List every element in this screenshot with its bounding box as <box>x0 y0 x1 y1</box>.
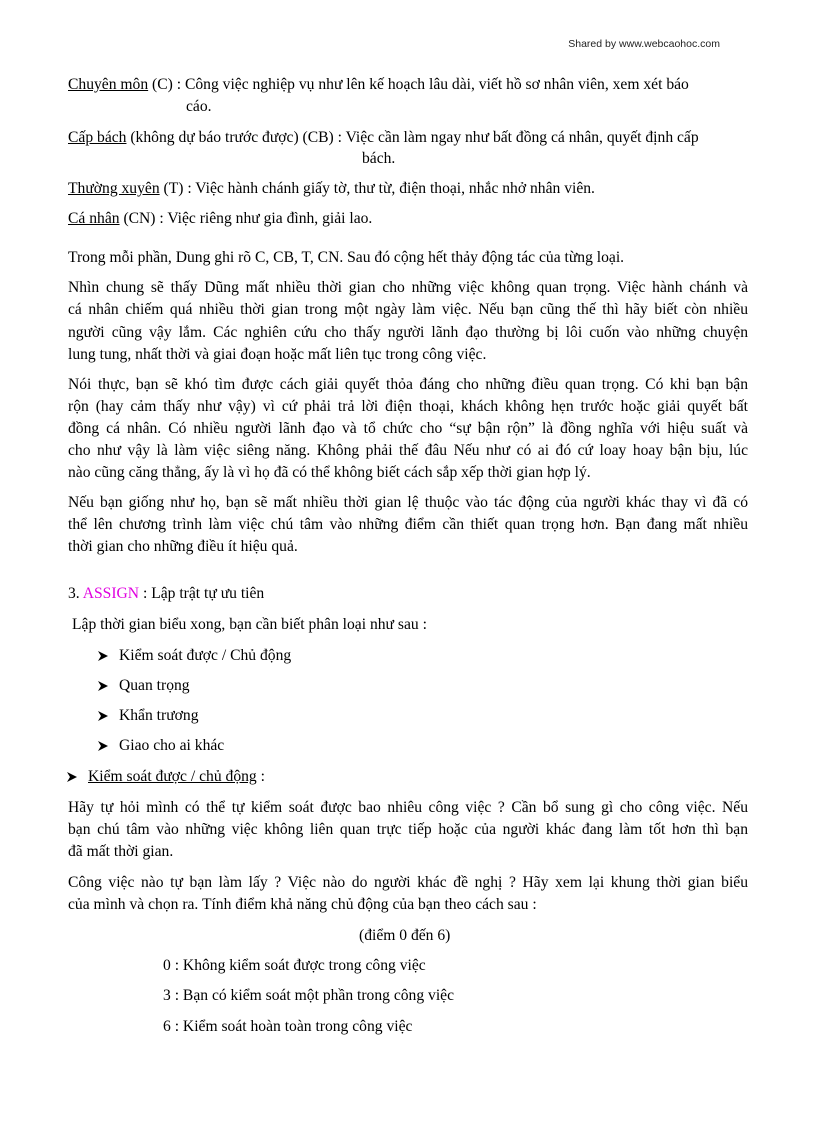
category-cap-bach <box>68 128 699 148</box>
shared-by-header: Shared by www.webcaohoc.com <box>568 38 720 50</box>
para5-line: Công việc nào tự bạn làm lấy ? Việc nào do người khác đề nghị ? Hãy xem lại khung thời gian biểu <box>68 874 748 891</box>
category-ca-nhan <box>68 209 372 229</box>
category-term: Cấp bách <box>68 129 127 146</box>
para1-line: lung tung, nhất thời và giai đoạn hoặc mất liên tục trong công việc. <box>68 346 487 363</box>
score-range: (điểm 0 đến 6) <box>359 927 451 944</box>
arrow-bullet-icon <box>97 710 109 722</box>
para2-line: đồng cá nhân. Có nhiều người lãnh đạo và tổ chức cho “sự bận rộn” là đồng nghĩa với hiệu suất và <box>68 420 748 437</box>
para4-line: Hãy tự hỏi mình có thể tự kiểm soát được bao nhiêu công việc ? Cần bổ sung gì cho công việc. Nếu <box>68 799 748 816</box>
para4-line: đã mất thời gian. <box>68 843 174 860</box>
bullet-item: Khẩn trương <box>119 707 199 724</box>
category-term: Chuyên môn <box>68 76 149 93</box>
section-keyword: ASSIGN <box>82 585 140 602</box>
bullet-item: Kiểm soát được / Chủ động <box>119 647 292 664</box>
category-thuong-xuyen <box>68 179 595 199</box>
para2-line: Nói thực, bạn sẽ khó tìm được cách giải quyết thỏa đáng cho những điều quan trọng. Có khi bạn bận <box>68 376 748 393</box>
arrow-bullet-icon <box>97 650 109 662</box>
arrow-bullet-icon <box>97 680 109 692</box>
intro-paragraph: Trong mỗi phần, Dung ghi rõ C, CB, T, CN. Sau đó cộng hết thảy động tác của từng loại. <box>68 249 625 266</box>
score-item: 6 : Kiểm soát hoàn toàn trong công việc <box>163 1018 413 1035</box>
classify-intro: Lập thời gian biểu xong, bạn cần biết phân loại như sau : <box>72 616 427 633</box>
subheading <box>88 767 265 787</box>
category-desc-cont: cáo. <box>186 98 212 115</box>
para1-line: Nhìn chung sẽ thấy Dũng mất nhiều thời gian cho những việc không quan trọng. Việc hành chánh và <box>68 279 748 296</box>
category-desc: (T) : Việc hành chánh giấy tờ, thư từ, điện thoại, nhắc nhở nhân viên. <box>159 180 595 197</box>
category-chuyen-mon <box>68 75 689 95</box>
para5-line: của mình và chọn ra. Tính điểm khả năng chủ động của bạn theo cách sau : <box>68 896 537 913</box>
para2-line: cho như vậy là làm việc siêng năng. Không phải thế đâu Nếu như có ai đó cứ loay hoay bận bịu, lúc <box>68 442 748 459</box>
para2-line: nào cũng căng thẳng, ấy là vì họ đã có thể không biết cách sắp xếp thời gian hợp lý. <box>68 464 591 481</box>
section-number: 3. <box>68 585 83 602</box>
subheading-label: Kiểm soát được / chủ động <box>88 768 257 785</box>
category-term: Cá nhân <box>68 210 120 227</box>
para3-line: thể lên chương trình làm việc chú tâm vào những điểm cần thiết quan trọng hơn. Bạn đang mất nhiều <box>68 516 748 533</box>
category-term: Thường xuyên <box>68 180 160 197</box>
bullet-item: Quan trọng <box>119 677 190 694</box>
subheading-suffix: : <box>256 768 265 785</box>
bullet-item: Giao cho ai khác <box>119 737 225 754</box>
score-item: 0 : Không kiểm soát được trong công việc <box>163 957 426 974</box>
category-desc: (C) : Công việc nghiệp vụ như lên kế hoạch lâu dài, viết hồ sơ nhân viên, xem xét báo <box>148 76 689 93</box>
category-desc: (không dự báo trước được) (CB) : Việc cần làm ngay như bất đồng cá nhân, quyết định cấp <box>126 129 699 146</box>
para1-line: người cũng vậy lắm. Các nghiên cứu cho thấy người lãnh đạo thường bị lôi cuốn vào những chuyện <box>68 324 748 341</box>
category-desc: (CN) : Việc riêng như gia đình, giải lao. <box>119 210 373 227</box>
para1-line: cá nhân chiếm quá nhiều thời gian trong một ngày làm việc. Nếu bạn cũng thế thì hãy biết còn nhiều <box>68 301 748 318</box>
para2-line: rộn (hay cảm thấy như vậy) vì cứ phải trả lời điện thoại, khách không hẹn trước hoặc giải quyết bất <box>68 398 748 415</box>
para3-line: thời gian cho những điều ít hiệu quả. <box>68 538 298 555</box>
arrow-bullet-icon <box>97 740 109 752</box>
score-item: 3 : Bạn có kiểm soát một phần trong công việc <box>163 987 455 1004</box>
para3-line: Nếu bạn giống như họ, bạn sẽ mất nhiều thời gian lệ thuộc vào tác động của người khác thay vì đã có <box>68 494 748 511</box>
section-title: : Lập trật tự ưu tiên <box>139 585 265 602</box>
section-heading <box>68 584 264 604</box>
para4-line: bạn chú tâm vào những việc không liên quan trực tiếp hoặc của người khác đang làm tốt hơn thì bạn <box>68 821 748 838</box>
arrow-bullet-icon <box>66 771 78 783</box>
category-desc-cont: bách. <box>362 150 396 167</box>
